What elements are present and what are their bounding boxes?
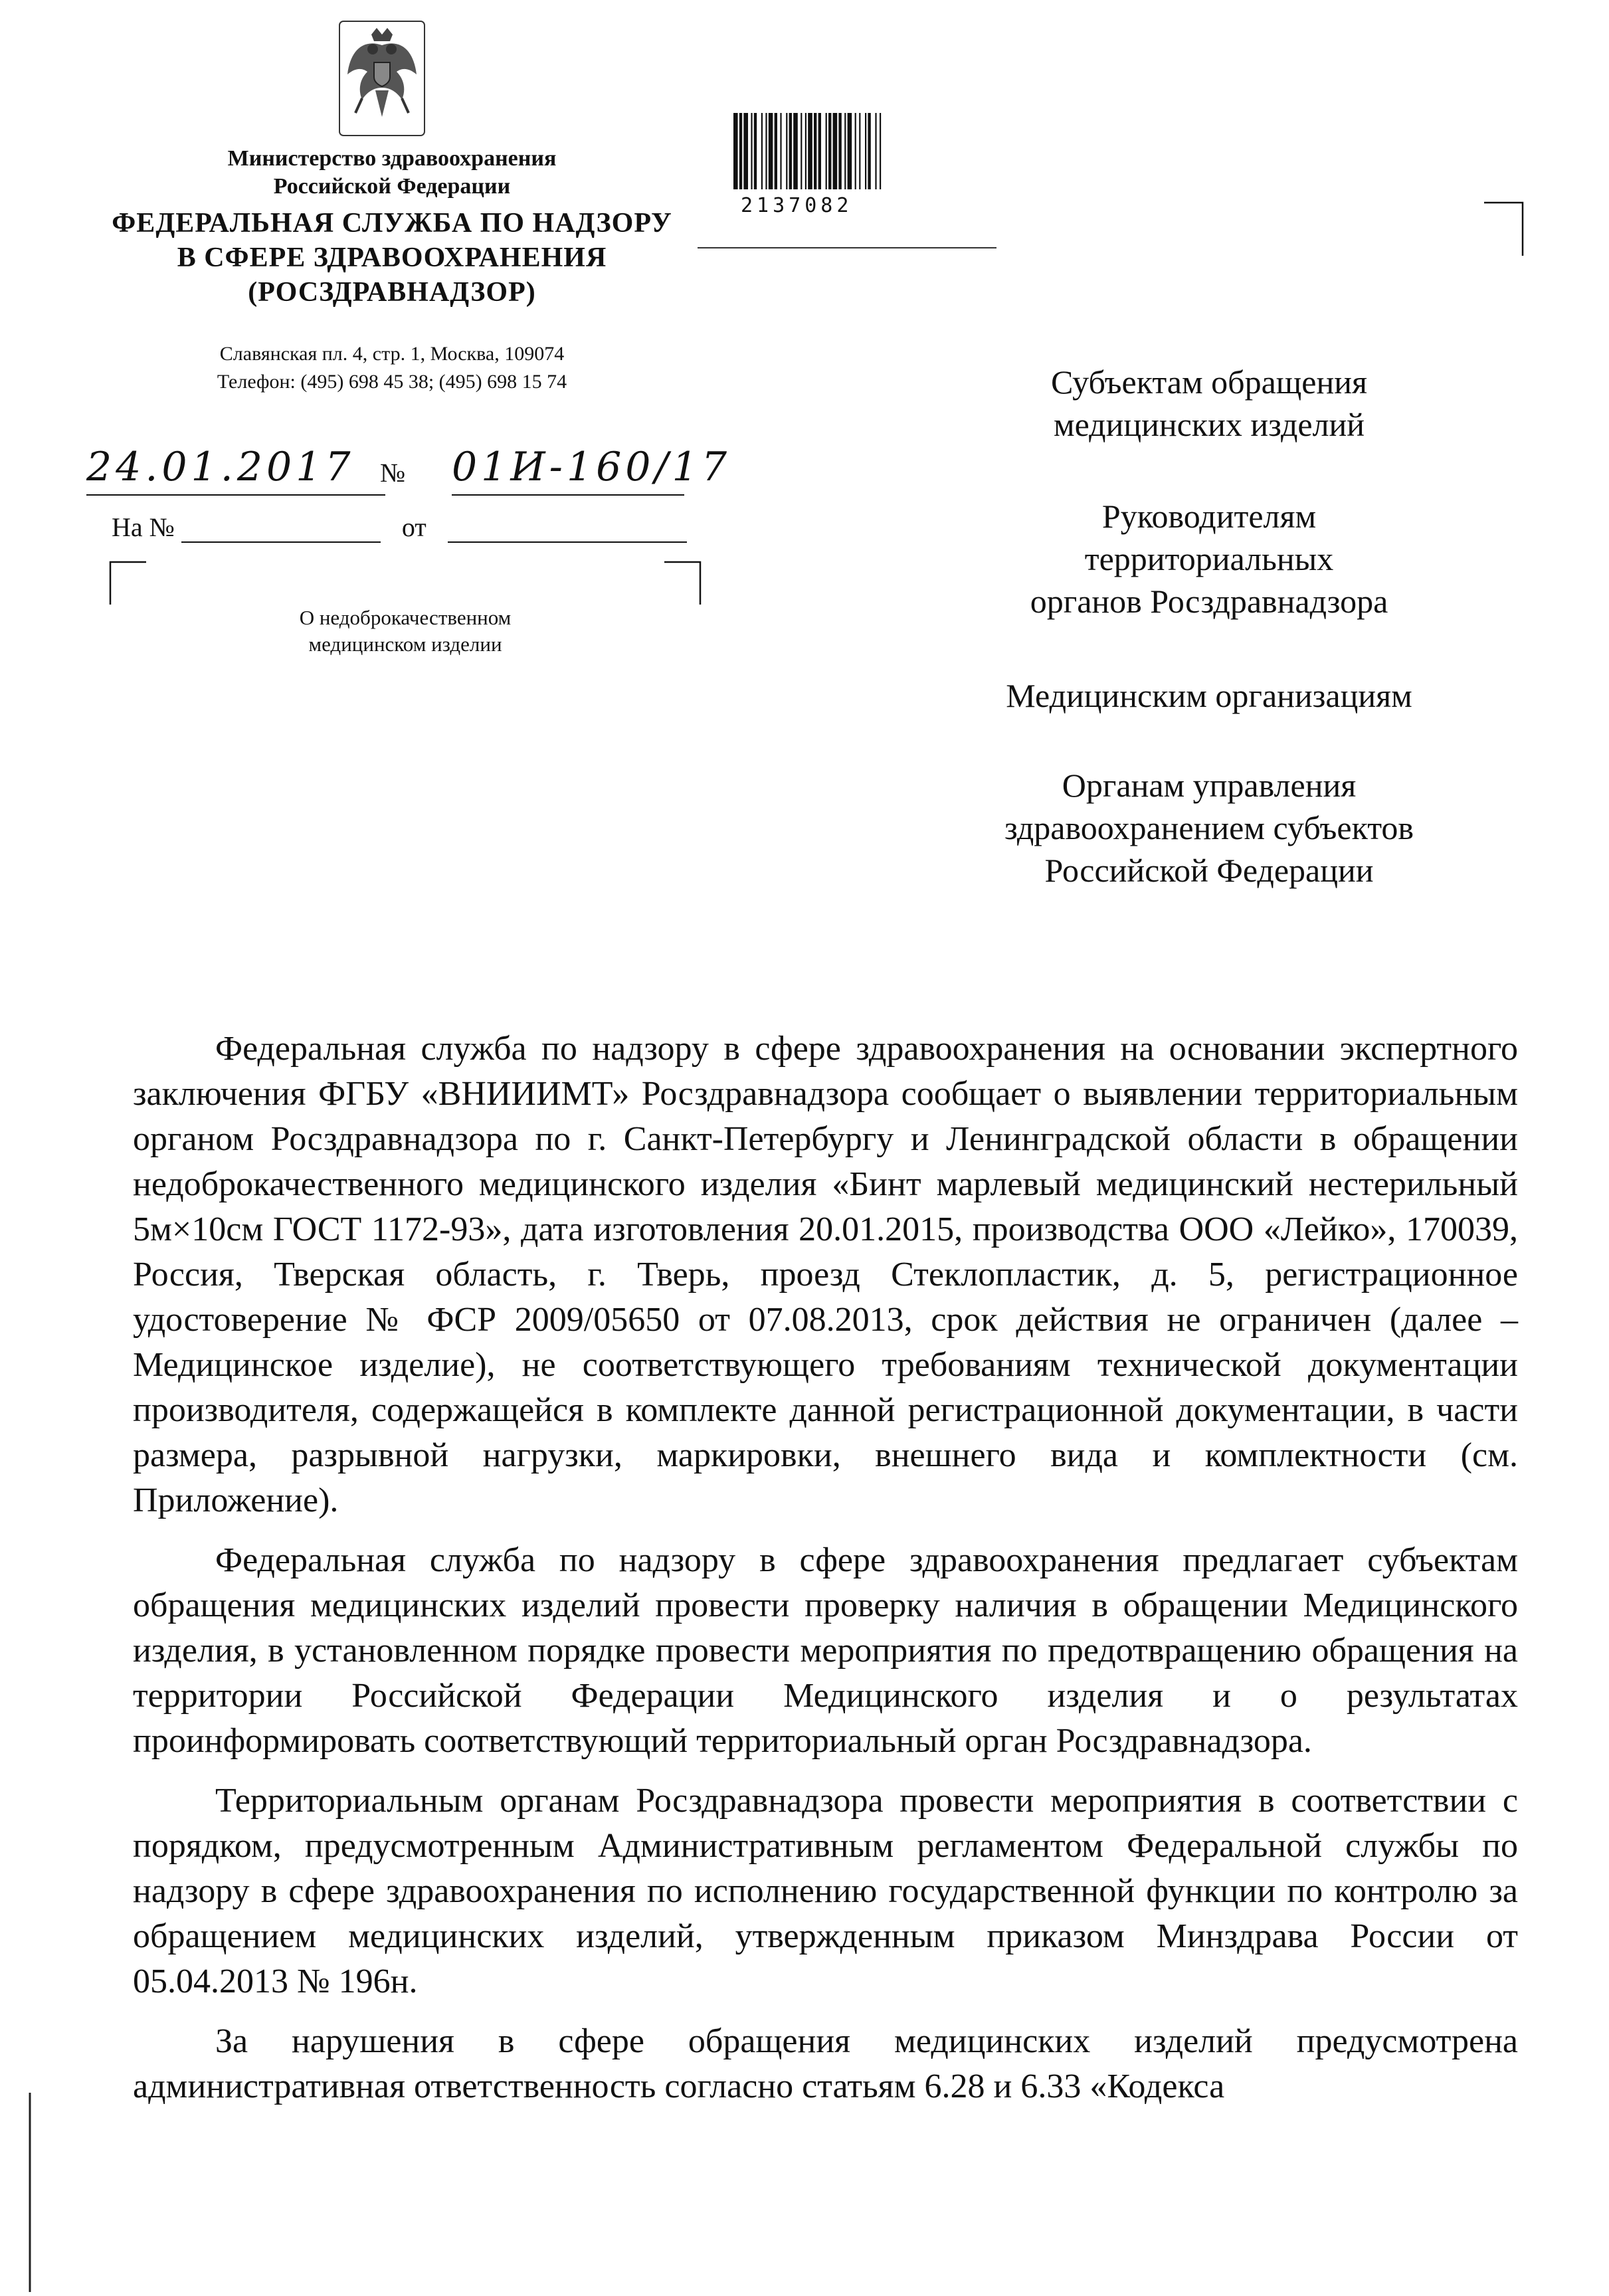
barcode-rule (698, 246, 996, 250)
barcode-bar (855, 113, 856, 189)
barcode-bar (733, 113, 738, 189)
addressee-line: органов Росздравнадзора (1030, 583, 1388, 620)
service-line-1: ФЕДЕРАЛЬНАЯ СЛУЖБА ПО НАДЗОРУ (112, 208, 672, 239)
letter-subject (219, 605, 591, 658)
service-line-2: В СФЕРЕ ЗДРАВООХРАНЕНИЯ (177, 242, 607, 273)
addressee-line: Органам управления (1062, 767, 1357, 804)
barcode-bar (868, 113, 870, 189)
addressee-health-authorities (877, 764, 1541, 892)
barcode-bar (808, 113, 812, 189)
barcode-bar (786, 113, 787, 189)
barcode-bar (789, 113, 792, 189)
reference-from-label: от (401, 512, 426, 542)
barcode-bar (826, 113, 827, 189)
barcode-bar (739, 113, 742, 189)
barcode-number: 2137082 (741, 194, 853, 217)
barcode-bar (838, 113, 841, 189)
margin-line (27, 2093, 33, 2292)
addressee-line: территориальных (1084, 540, 1334, 577)
addressee-line: Руководителям (1101, 498, 1317, 535)
body-paragraph-2: Федеральная служба по надзору в сфере здравоохранения предлагает субъектам обращения медицинских изделий провести проверку наличия в обращении Медицинского изделия, в установленном порядке провести мероприятия по предотвращению обращения на территории Российской Федерации Медицинского изделия и о результатах проинформировать соответствующий территориальный орган Росздравнадзора. (133, 1541, 1518, 1760)
coat-of-arms-icon (335, 19, 428, 138)
barcode-bar (865, 113, 866, 189)
addressee-bracket (1481, 189, 1535, 262)
barcode-bar (828, 113, 831, 189)
barcode-bar (761, 113, 763, 189)
barcode-bar (769, 113, 773, 189)
reference-label: На № (112, 512, 175, 542)
subject-line-1: О недоброкачественном (299, 606, 512, 629)
reference-number-blank (181, 515, 381, 543)
barcode-bar (844, 113, 846, 189)
ministry-line-2: Российской Федерации (273, 174, 511, 199)
barcode-bar (754, 113, 757, 189)
addressee-line: Российской Федерации (1044, 852, 1374, 889)
postal-address: Славянская пл. 4, стр. 1, Москва, 109074 (219, 343, 565, 365)
barcode-bar (848, 113, 852, 189)
service-line-3: (РОСЗДРАВНАДЗОР) (248, 277, 536, 308)
barcode-bar (818, 113, 821, 189)
outgoing-date: 24.01.2017 (86, 444, 355, 490)
number-label: № (380, 458, 406, 488)
addressee-line: здравоохранением субъектов (1004, 809, 1414, 846)
barcode-bar (805, 113, 806, 189)
barcode-bar (743, 113, 748, 189)
contact-block (100, 340, 684, 396)
service-name (100, 206, 684, 310)
body-paragraph-1: Федеральная служба по надзору в сфере здравоохранения на основании экспертного заключения ФГБУ «ВНИИИМТ» Росздравнадзора сообщает о выявлении территориальным органом Росздравнадзора по г. Санкт-Петербургу и Ленинградской области в обращении недоброкачественного медицинского изделия «Бинт марлевый медицинский нестерильный 5м×10см ГОСТ 1172-93», дата изготовления 20.01.2015, производства ООО «Лейко», 170039, Россия, Тверская область, г. Тверь, проезд Стеклопластик, д. 5, регистрационное удостоверение № ФСР 2009/05650 от 07.08.2013, срок действия не ограничен (далее – Медицинское изделие), не соответствующего требованиям технической документации производителя, содержащейся в комплекте данной регистрационной документации, в части размера, разрывной нагрузки, маркировки, внешнего вида и комплектности (см. Приложение). (133, 1030, 1518, 1519)
barcode-bar (833, 113, 838, 189)
barcode-bar (775, 113, 777, 189)
barcode-bar (801, 113, 802, 189)
reference-line (112, 512, 687, 543)
barcode-bar (880, 113, 881, 189)
subject-brackets (106, 558, 704, 611)
addressee-line: медицинских изделий (1053, 406, 1365, 443)
addressee-territorial-heads (877, 495, 1541, 622)
barcode-bar (765, 113, 767, 189)
addressee-medical-device-subjects (877, 361, 1541, 446)
subject-line-2: медицинском изделии (308, 632, 502, 656)
ministry-name (100, 145, 684, 201)
date-underline (86, 493, 385, 497)
barcode-bar (780, 113, 781, 189)
addressee-line: Медицинским организациям (1006, 677, 1412, 714)
letter-body (133, 1026, 1518, 2124)
barcode-bar (793, 113, 798, 189)
phone-numbers: Телефон: (495) 698 45 38; (495) 698 15 74 (217, 371, 567, 393)
outgoing-number: 01И-160/17 (452, 444, 731, 490)
body-paragraph-3: Территориальным органам Росздравнадзора провести мероприятия в соответствии с порядком, предусмотренным Административным регламентом Федеральной службы по надзору в сфере здравоохранения по исполнению государственной функции по контролю за обращением медицинских изделий, утвержденным приказом Минздрава России от 05.04.2013 № 196н. (133, 1782, 1518, 2000)
reference-date-blank (448, 515, 687, 543)
barcode-bar (859, 113, 860, 189)
barcode-bar (814, 113, 816, 189)
addressee-line: Субъектам обращения (1051, 363, 1367, 401)
barcode-bar (875, 113, 876, 189)
body-paragraph-4: За нарушения в сфере обращения медицинских изделий предусмотрена административная ответственность согласно статьям 6.28 и 6.33 «Кодекса (133, 2022, 1518, 2105)
number-underline (452, 493, 684, 497)
ministry-line-1: Министерство здравоохранения (227, 146, 557, 171)
addressee-medical-organizations (877, 674, 1541, 717)
barcode-bar (751, 113, 752, 189)
